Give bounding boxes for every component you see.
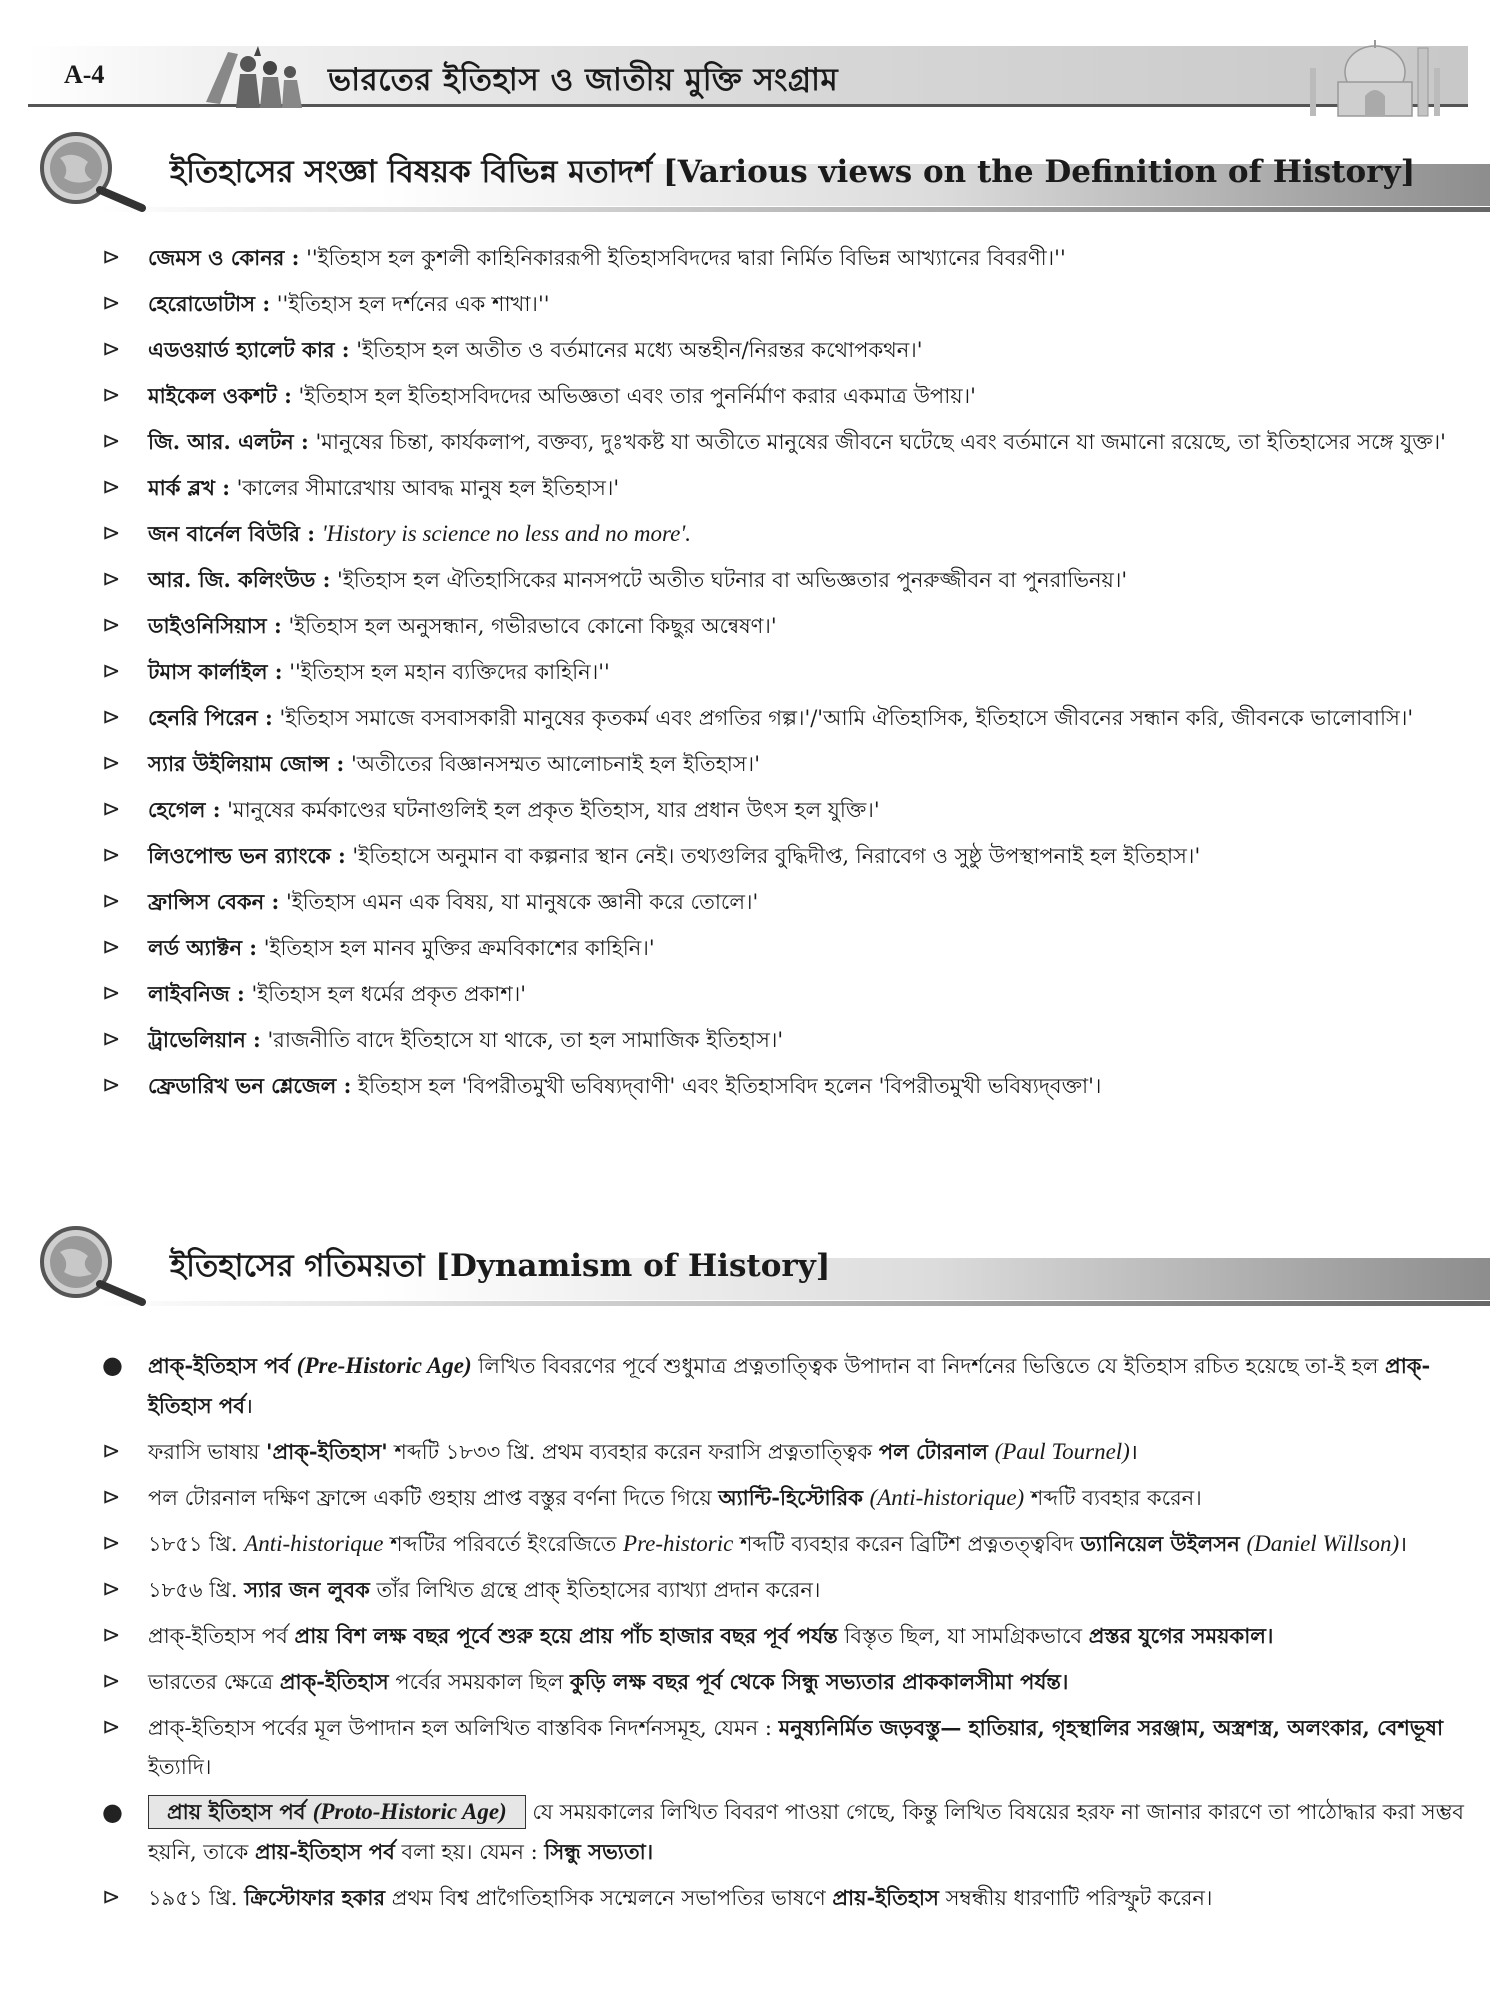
triangle-bullet-icon: ⊳ xyxy=(102,889,121,914)
triangle-bullet-icon: ⊳ xyxy=(102,1885,121,1910)
list-item-proto-historic: ● প্রায় ইতিহাস পর্ব (Proto-Historic Age) যে সময়কালের লিখিত বিবরণ পাওয়া গেছে, কিন্তু লিখিত বিষয়ের হরফ না জানার কারণে তা পাঠোদ্ধার করা সম্ভব হয়নি, তাকে প্রায়-ইতিহাস পর্ব বলা হয়। যেমন : সিন্ধু সভ্যতা। xyxy=(102,1793,1484,1872)
list-item: ⊳ লিওপোল্ড ভন র‍্যাংকে : 'ইতিহাসে অনুমান বা কল্পনার স্থান নেই। তথ্যগুলির বুদ্ধিদীপ্ত, নিরাবেগ ও সুষ্ঠু উপস্থাপনাই হল ইতিহাস।' xyxy=(102,836,1484,876)
list-item: ⊳ স্যার উইলিয়াম জোন্স : 'অতীতের বিজ্ঞানসম্মত আলোচনাই হল ইতিহাস।' xyxy=(102,744,1484,784)
list-item: ⊳ জন বার্নেল বিউরি : 'History is science no less and no more'. xyxy=(102,514,1484,554)
list-item: ⊳ মাইকেল ওকশট : 'ইতিহাস হল ইতিহাসবিদদের অভিজ্ঞতা এবং তার পুনর্নির্মাণ করার একমাত্র উপায়।' xyxy=(102,376,1484,416)
dynamism-list xyxy=(102,1346,1484,1924)
list-item: ⊳ প্রাক্-ইতিহাস পর্ব প্রায় বিশ লক্ষ বছর পূর্বে শুরু হয়ে প্রায় পাঁচ হাজার বছর পূর্ব পর্যন্ত বিস্তৃত ছিল, যা সামগ্রিকভাবে প্রস্তর যুগের সময়কাল। xyxy=(102,1616,1484,1656)
triangle-bullet-icon: ⊳ xyxy=(102,521,121,546)
section-heading-definitions xyxy=(30,128,1470,214)
list-item: ⊳ ফ্রেডারিখ ভন শ্লেজেল : ইতিহাস হল 'বিপরীতমুখী ভবিষ্যদ্‌বাণী' এবং ইতিহাসবিদ হলেন 'বিপরীতমুখী ভবিষ্যদ্‌বক্তা'। xyxy=(102,1066,1484,1106)
triangle-bullet-icon: ⊳ xyxy=(102,981,121,1006)
list-item-pre-historic: ● প্রাক্-ইতিহাস পর্ব (Pre-Historic Age) লিখিত বিবরণের পূর্বে শুধুমাত্র প্রত্নতাত্ত্বিক উপাদান বা নিদর্শনের ভিত্তিতে যে ইতিহাস রচিত হয়েছে তা-ই হল প্রাক্-ইতিহাস পর্ব। xyxy=(102,1346,1484,1426)
list-item: ⊳ হেগেল : 'মানুষের কর্মকাণ্ডের ঘটনাগুলিই হল প্রকৃত ইতিহাস, যার প্রধান উৎস হল যুক্তি।' xyxy=(102,790,1484,830)
list-item: ⊳ লর্ড অ্যাক্টন : 'ইতিহাস হল মানব মুক্তির ক্রমবিকাশের কাহিনি।' xyxy=(102,928,1484,968)
triangle-bullet-icon: ⊳ xyxy=(102,1531,121,1556)
taj-mahal-monument-illustration xyxy=(1300,38,1450,118)
triangle-bullet-icon: ⊳ xyxy=(102,935,121,960)
triangle-bullet-icon: ⊳ xyxy=(102,1485,121,1510)
list-item: ⊳ জেমস ও কোনর : ''ইতিহাস হল কুশলী কাহিনিকাররূপী ইতিহাসবিদদের দ্বারা নির্মিত বিভিন্ন আখ্যানের বিবরণী।'' xyxy=(102,238,1484,278)
list-item: ⊳ মার্ক ব্লখ : 'কালের সীমারেখায় আবদ্ধ মানুষ হল ইতিহাস।' xyxy=(102,468,1484,508)
list-item: ⊳ ফ্রান্সিস বেকন : 'ইতিহাস এমন এক বিষয়, যা মানুষকে জ্ঞানী করে তোলে।' xyxy=(102,882,1484,922)
list-item: ⊳ প্রাক্-ইতিহাস পর্বের মূল উপাদান হল অলিখিত বাস্তবিক নিদর্শনসমূহ, যেমন : মনুষ্যনির্মিত জড়বস্তু— হাতিয়ার, গৃহস্থালির সরঞ্জাম, অস্ত্রশস্ত্র, অলংকার, বেশভূষা ইত্যাদি। xyxy=(102,1708,1484,1787)
list-item: ⊳ এডওয়ার্ড হ্যালেট কার : 'ইতিহাস হল অতীত ও বর্তমানের মধ্যে অন্তহীন/নিরন্তর কথোপকথন।' xyxy=(102,330,1484,370)
list-item: ⊳ জি. আর. এলটন : 'মানুষের চিন্তা, কার্যকলাপ, বক্তব্য, দুঃখকষ্ট যা অতীতে মানুষের জীবনে ঘটেছে এবং বর্তমানে যা জমানো রয়েছে, তা ইতিহাসের সঙ্গে যুক্ত।' xyxy=(102,422,1484,462)
running-title: ভারতের ইতিহাস ও জাতীয় মুক্তি সংগ্রাম xyxy=(328,62,839,98)
triangle-bullet-icon: ⊳ xyxy=(102,705,121,730)
circle-bullet-icon: ● xyxy=(102,1798,123,1826)
globe-magnifier-icon xyxy=(30,128,150,214)
triangle-bullet-icon: ⊳ xyxy=(102,567,121,592)
proto-historic-term-box: প্রায় ইতিহাস পর্ব (Proto-Historic Age) xyxy=(148,1795,526,1829)
list-item: ⊳ ট্রাভেলিয়ান : 'রাজনীতি বাদে ইতিহাসে যা থাকে, তা হল সামাজিক ইতিহাস।' xyxy=(102,1020,1484,1060)
list-item: ⊳ ১৮৫৬ খ্রি. স্যার জন লুবক তাঁর লিখিত গ্রন্থে প্রাক্ ইতিহাসের ব্যাখ্যা প্রদান করেন। xyxy=(102,1570,1484,1610)
triangle-bullet-icon: ⊳ xyxy=(102,843,121,868)
list-item: ⊳ ডাইওনিসিয়াস : 'ইতিহাস হল অনুসন্ধান, গভীরভাবে কোনো কিছুর অন্বেষণ।' xyxy=(102,606,1484,646)
triangle-bullet-icon: ⊳ xyxy=(102,613,121,638)
list-item: ⊳ ভারতের ক্ষেত্রে প্রাক্-ইতিহাস পর্বের সময়কাল ছিল কুড়ি লক্ষ বছর পূর্ব থেকে সিন্ধু সভ্যতার প্রাককালসীমা পর্যন্ত। xyxy=(102,1662,1484,1702)
triangle-bullet-icon: ⊳ xyxy=(102,383,121,408)
triangle-bullet-icon: ⊳ xyxy=(102,751,121,776)
list-item: ⊳ ১৮৫১ খ্রি. Anti-historique শব্দটির পরিবর্তে ইংরেজিতে Pre-historic শব্দটি ব্যবহার করেন ব্রিটিশ প্রত্নতত্ত্ববিদ ড্যানিয়েল উইলসন (Daniel Willson)। xyxy=(102,1524,1484,1564)
triangle-bullet-icon: ⊳ xyxy=(102,1577,121,1602)
triangle-bullet-icon: ⊳ xyxy=(102,475,121,500)
triangle-bullet-icon: ⊳ xyxy=(102,1623,121,1648)
triangle-bullet-icon: ⊳ xyxy=(102,797,121,822)
triangle-bullet-icon: ⊳ xyxy=(102,659,121,684)
section-title: ইতিহাসের গতিময়তা [Dynamism of History] xyxy=(170,1248,831,1284)
circle-bullet-icon: ● xyxy=(102,1351,123,1379)
definitions-list xyxy=(102,238,1484,1112)
list-item: ⊳ ১৯৫১ খ্রি. ক্রিস্টোফার হকার প্রথম বিশ্ব প্রাগৈতিহাসিক সম্মেলনে সভাপতির ভাষণে প্রায়-ইতিহাস সম্বন্ধীয় ধারণাটি পরিস্ফুট করেন। xyxy=(102,1878,1484,1918)
triangle-bullet-icon: ⊳ xyxy=(102,291,121,316)
globe-magnifier-icon xyxy=(30,1222,150,1308)
triangle-bullet-icon: ⊳ xyxy=(102,337,121,362)
list-item: ⊳ হেরোডোটাস : ''ইতিহাস হল দর্শনের এক শাখা।'' xyxy=(102,284,1484,324)
list-item: ⊳ হেনরি পিরেন : 'ইতিহাস সমাজে বসবাসকারী মানুষের কৃতকর্ম এবং প্রগতির গল্প।'/'আমি ঐতিহাসিক, ইতিহাসে জীবনের সন্ধান করি, জীবনকে ভালোবাসি।' xyxy=(102,698,1484,738)
list-item: ⊳ পল টোরনাল দক্ষিণ ফ্রান্সে একটি গুহায় প্রাপ্ত বস্তুর বর্ণনা দিতে গিয়ে অ্যান্টি-হিস্টোরিক (Anti-historique) শব্দটি ব্যবহার করেন। xyxy=(102,1478,1484,1518)
triangle-bullet-icon: ⊳ xyxy=(102,1439,121,1464)
triangle-bullet-icon: ⊳ xyxy=(102,1669,121,1694)
section-title: ইতিহাসের সংজ্ঞা বিষয়ক বিভিন্ন মতাদর্শ [Various views on the Definition of History] xyxy=(170,154,1416,190)
list-item: ⊳ ফরাসি ভাষায় 'প্রাক্-ইতিহাস' শব্দটি ১৮৩৩ খ্রি. প্রথম ব্যবহার করেন ফরাসি প্রত্নতাত্ত্বিক পল টোরনাল (Paul Tournel)। xyxy=(102,1432,1484,1472)
freedom-fighters-illustration xyxy=(198,42,308,110)
list-item: ⊳ আর. জি. কলিংউড : 'ইতিহাস হল ঐতিহাসিকের মানসপটে অতীত ঘটনার বা অভিজ্ঞতার পুনরুজ্জীবন বা পুনরাভিনয়।' xyxy=(102,560,1484,600)
triangle-bullet-icon: ⊳ xyxy=(102,1027,121,1052)
list-item: ⊳ টমাস কার্লাইল : ''ইতিহাস হল মহান ব্যক্তিদের কাহিনি।'' xyxy=(102,652,1484,692)
section-heading-dynamism xyxy=(30,1222,1470,1308)
triangle-bullet-icon: ⊳ xyxy=(102,1073,121,1098)
list-item: ⊳ লাইবনিজ : 'ইতিহাস হল ধর্মের প্রকৃত প্রকাশ।' xyxy=(102,974,1484,1014)
triangle-bullet-icon: ⊳ xyxy=(102,245,121,270)
triangle-bullet-icon: ⊳ xyxy=(102,1715,121,1740)
page-number: A-4 xyxy=(64,60,105,89)
running-header xyxy=(28,38,1468,118)
triangle-bullet-icon: ⊳ xyxy=(102,429,121,454)
